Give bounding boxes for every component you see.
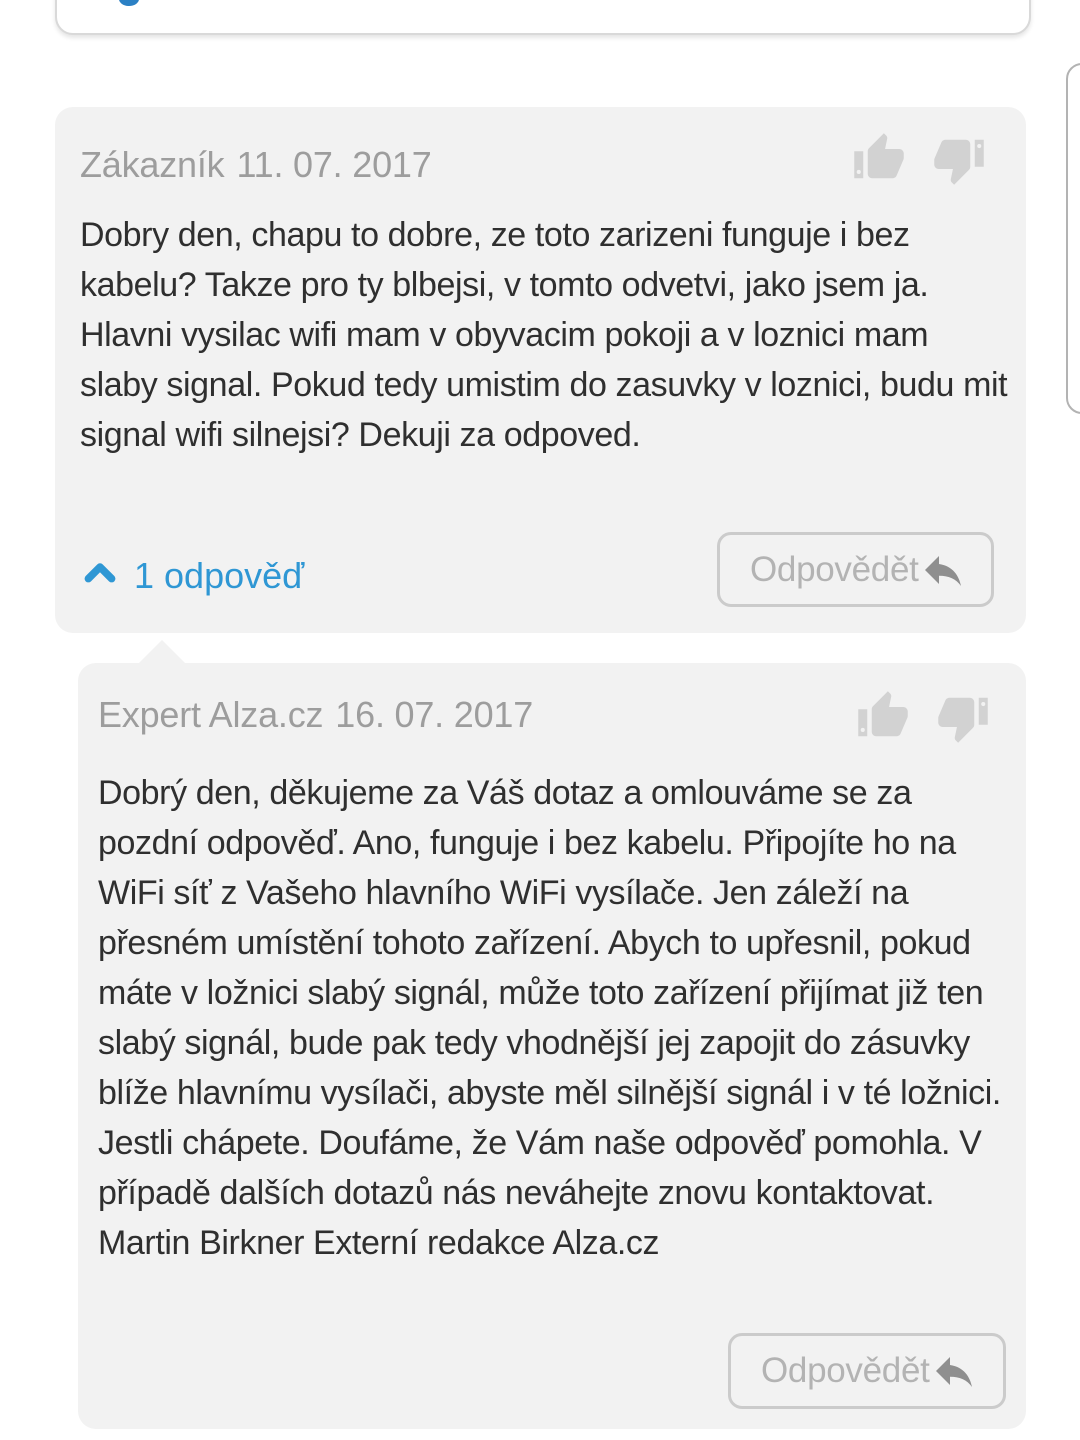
reply-arrow-icon	[919, 546, 967, 594]
answer-header	[98, 693, 533, 737]
answer-body-text: Dobrý den, děkujeme za Váš dotaz a omlouváme se za pozdní odpověď. Ano, funguje i bez kabelu. Připojíte ho na WiFi síť z Vašeho hlavního WiFi vysílače. Jen záleží na přesném umístění tohoto zařízení. Abych to upřesnil, pokud máte v ložnici slabý signál, může toto zařízení přijímat již ten slabý signál, bude pak tedy vhodnější jej zapojit do zásuvky blíže hlavnímu vysílači, abyste měl silnější signál i v té ložnici. Jestli chápete. Doufáme, že Vám naše odpověď pomohla. V případě dalších dotazů nás neváhejte znovu kontaktovat. Martin Birkner Externí redakce Alza.cz	[98, 774, 1001, 1262]
thumbs-down-icon[interactable]	[936, 691, 990, 745]
answer-comment-card	[78, 663, 1026, 1429]
right-edge-panel-partial	[1066, 63, 1080, 414]
answer-connector-arrow	[138, 640, 186, 664]
question-author: Zákazník	[80, 144, 225, 185]
answer-date: 16. 07. 2017	[335, 694, 534, 735]
blue-icon-fragment	[119, 0, 139, 6]
question-body-text: Dobry den, chapu to dobre, ze toto zarizeni funguje i bez kabelu? Takze pro ty blbejsi, v tomto odvetvi, jako jsem ja. Hlavni vysilac wifi mam v obyvacim pokoji a v loznici mam slaby signal. Pokud tedy umistim do zasuvky v loznici, budu mit signal wifi silnejsi? Dekuji za odpoved.	[80, 216, 1008, 454]
question-comment-card	[55, 107, 1026, 633]
reply-button[interactable]	[728, 1333, 1006, 1409]
thumbs-down-icon[interactable]	[932, 133, 986, 187]
reply-button[interactable]	[717, 532, 994, 607]
question-date: 11. 07. 2017	[236, 144, 432, 185]
answer-author: Expert Alza.cz	[98, 694, 324, 735]
reply-button-label: Odpovědět	[761, 1351, 930, 1390]
question-header	[80, 143, 432, 187]
thumbs-up-icon[interactable]	[852, 131, 906, 185]
replies-toggle-link[interactable]	[80, 548, 304, 604]
previous-card-partial	[55, 0, 1031, 35]
replies-count-label: 1 odpověď	[134, 555, 305, 596]
chevron-up-icon	[80, 552, 120, 601]
thumbs-up-icon[interactable]	[856, 689, 910, 743]
reply-button-label: Odpovědět	[750, 549, 919, 589]
reply-arrow-icon	[930, 1347, 978, 1395]
